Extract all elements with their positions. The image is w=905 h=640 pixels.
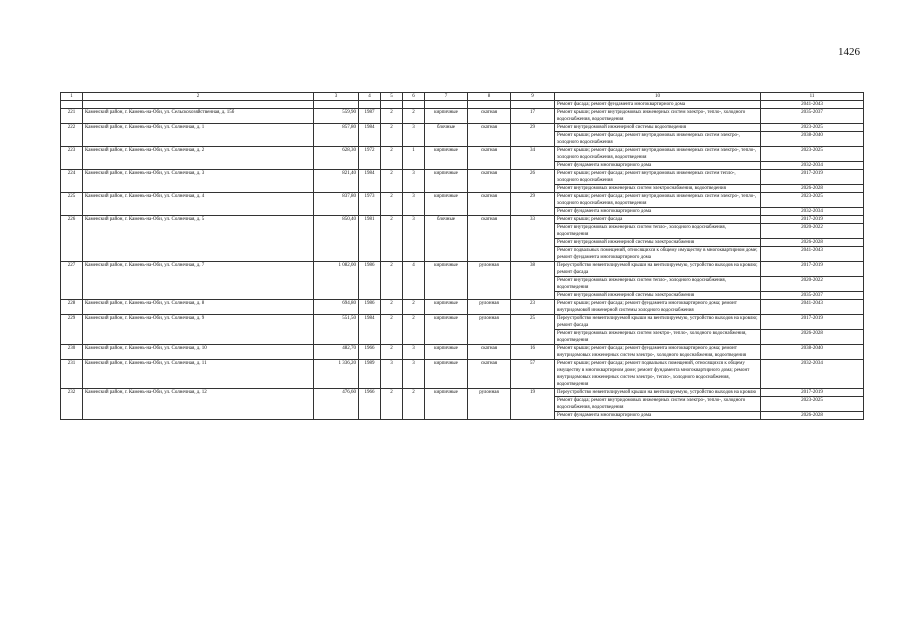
column-header: 11: [761, 93, 864, 101]
repair-period: 2020-2022: [761, 224, 864, 239]
floor-count: 2: [381, 170, 403, 193]
table-row: [61, 345, 864, 360]
repair-period: 2017-2019: [761, 262, 864, 277]
total-area: 559,90: [314, 109, 359, 124]
floor-count: 2: [381, 315, 403, 345]
entrance-count: 4: [403, 262, 425, 300]
row-number: 232: [61, 389, 83, 420]
wall-material: кирпичные: [425, 389, 468, 420]
row-number: 231: [61, 360, 83, 389]
table-row: [61, 389, 864, 397]
repair-works: Переустройство невентилируемой крыши на вентилируемую, устройство выходов на кровлю; ремонт фасада: [555, 315, 761, 330]
repair-period: 2041-2043: [761, 300, 864, 315]
floor-count: 2: [381, 345, 403, 360]
repair-works: Ремонт крыши; ремонт фасада; ремонт внутридомовых инженерных систем тепло-, холодного водоснабжения: [555, 170, 761, 185]
total-area: 476,60: [314, 389, 359, 420]
repair-period: 2023-2025: [761, 193, 864, 208]
commission-year: 1966: [359, 345, 381, 360]
total-area: 821,40: [314, 170, 359, 193]
wall-material: кирпичные: [425, 109, 468, 124]
repair-works: Ремонт внутридомовой инженерной системы водоотведения: [555, 124, 761, 132]
floor-count: 2: [381, 109, 403, 124]
table-row: [61, 216, 864, 224]
row-number: 228: [61, 300, 83, 315]
roof-type: скатная: [468, 147, 511, 170]
column-header: 10: [555, 93, 761, 101]
column-header: 4: [359, 93, 381, 101]
repair-works: Ремонт внутридомовых инженерных систем тепло-, холодного водоснабжения, водоотведения: [555, 277, 761, 292]
floor-count: 2: [381, 216, 403, 262]
floor-count: 2: [381, 300, 403, 315]
repair-works: Ремонт крыши; ремонт фасада; ремонт внутридомовых инженерных систем электро-, тепло-, холодного водоснабжения, водоотведения: [555, 193, 761, 208]
column-header: 1: [61, 93, 83, 101]
commission-year: [359, 101, 381, 109]
entrance-count: 3: [403, 216, 425, 262]
commission-year: 1966: [359, 389, 381, 420]
repair-period: 2032-2034: [761, 162, 864, 170]
house-address: [83, 101, 314, 109]
house-address: Каменский район, г. Камень-на-Оби, ул. Солнечная, д. 12: [83, 389, 314, 420]
commission-year: 1984: [359, 170, 381, 193]
floor-count: 2: [381, 262, 403, 300]
repair-works: Ремонт крыши; ремонт фасада; ремонт внутридомовых инженерных систем электро-, холодного водоснабжения: [555, 132, 761, 147]
apartment-count: 25: [511, 315, 555, 345]
entrance-count: 3: [403, 170, 425, 193]
roof-type: скатная: [468, 216, 511, 262]
roof-type: рулонная: [468, 389, 511, 420]
column-header: 2: [83, 93, 314, 101]
wall-material: кирпичные: [425, 345, 468, 360]
commission-year: 1986: [359, 300, 381, 315]
total-area: 837,80: [314, 193, 359, 216]
repair-works: Ремонт фасада; ремонт фундамента многоквартирного дома: [555, 101, 761, 109]
floor-count: 2: [381, 124, 403, 147]
repair-period: 2026-2028: [761, 412, 864, 420]
house-address: Каменский район, г. Камень-на-Оби, ул. Солнечная, д. 3: [83, 170, 314, 193]
entrance-count: 2: [403, 389, 425, 420]
apartment-count: 34: [511, 147, 555, 170]
row-number: 225: [61, 193, 83, 216]
roof-type: рулонная: [468, 262, 511, 300]
row-number: [61, 101, 83, 109]
table-row: [61, 300, 864, 315]
commission-year: 1987: [359, 109, 381, 124]
apartment-count: [511, 101, 555, 109]
commission-year: 1984: [359, 124, 381, 147]
house-address: Каменский район, г. Камень-на-Оби, ул. Солнечная, д. 11: [83, 360, 314, 389]
repair-works: Ремонт фасада; ремонт внутридомовых инженерных систем электро-, тепло-, холодного водоснабжения, водоотведения: [555, 397, 761, 412]
table-row: [61, 170, 864, 185]
row-number: 224: [61, 170, 83, 193]
table-row: [61, 147, 864, 162]
total-area: 1 082,00: [314, 262, 359, 300]
repair-period: 2023-2025: [761, 124, 864, 132]
roof-type: рулонная: [468, 300, 511, 315]
repair-works: Ремонт внутридомовых инженерных систем электроснабжения, водоотведения: [555, 185, 761, 193]
apartment-count: 57: [511, 360, 555, 389]
repair-period: 2017-2019: [761, 389, 864, 397]
row-number: 223: [61, 147, 83, 170]
repair-works: Ремонт крыши; ремонт фасада; ремонт фундамента многоквартирного дома; ремонт внутридомовых инженерных систем электро-, холодного водоснабжения, водоотведения: [555, 345, 761, 360]
entrance-count: 2: [403, 300, 425, 315]
entrance-count: 2: [403, 109, 425, 124]
house-address: Каменский район, г. Камень-на-Оби, ул. Солнечная, д. 1: [83, 124, 314, 147]
total-area: 1 336,20: [314, 360, 359, 389]
apartment-count: 17: [511, 109, 555, 124]
wall-material: кирпичные: [425, 193, 468, 216]
apartment-count: 33: [511, 216, 555, 262]
floor-count: 2: [381, 147, 403, 170]
roof-type: [468, 101, 511, 109]
entrance-count: 3: [403, 124, 425, 147]
commission-year: 1972: [359, 147, 381, 170]
apartment-count: 23: [511, 300, 555, 315]
repair-period: 2038-2040: [761, 132, 864, 147]
apartment-count: 26: [511, 170, 555, 193]
total-area: 482,70: [314, 345, 359, 360]
entrance-count: 3: [403, 345, 425, 360]
repair-works: Ремонт фундамента многоквартирного дома: [555, 208, 761, 216]
house-address: Каменский район, г. Камень-на-Оби, ул. Солнечная, д. 9: [83, 315, 314, 345]
entrance-count: 2: [403, 315, 425, 345]
table-row: [61, 360, 864, 389]
roof-type: скатная: [468, 170, 511, 193]
table-row: [61, 124, 864, 132]
repair-period: 2023-2025: [761, 397, 864, 412]
repair-period: 2017-2019: [761, 170, 864, 185]
total-area: 551,50: [314, 315, 359, 345]
repair-works: Ремонт подвальных помещений, относящихся к общему имуществу в многоквартирном доме; ремонт фундамента многоквартирного дома: [555, 247, 761, 262]
commission-year: 1989: [359, 360, 381, 389]
housing-register-table: [60, 92, 864, 420]
wall-material: [425, 101, 468, 109]
repair-works: Переустройство невентилируемой крыши на вентилируемую, устройство выходов на кровлю: [555, 389, 761, 397]
commission-year: 1973: [359, 193, 381, 216]
roof-type: скатная: [468, 124, 511, 147]
wall-material: кирпичные: [425, 170, 468, 193]
apartment-count: 19: [511, 389, 555, 420]
column-header: 7: [425, 93, 468, 101]
floor-count: 2: [381, 193, 403, 216]
repair-works: Ремонт фундамента многоквартирного дома: [555, 162, 761, 170]
repair-works: Ремонт внутридомовых инженерных систем тепло-, холодного водоснабжения, водоотведения: [555, 224, 761, 239]
total-area: 628,30: [314, 147, 359, 170]
repair-period: 2026-2028: [761, 330, 864, 345]
repair-period: 2032-2034: [761, 360, 864, 389]
repair-period: 2041-2043: [761, 247, 864, 262]
roof-type: скатная: [468, 109, 511, 124]
house-address: Каменский район, г. Камень-на-Оби, ул. Солнечная, д. 4: [83, 193, 314, 216]
repair-works: Ремонт крыши; ремонт фасада; ремонт подвальных помещений, относящихся к общему имуществу в многоквартирном доме; ремонт фундамента многоквартирного дома; ремонт внутридомовых инженерных систем электро-, тепло-, холодного водоснабжения, водоотведения: [555, 360, 761, 389]
house-address: Каменский район, г. Камень-на-Оби, ул. Солнечная, д. 7: [83, 262, 314, 300]
table-row: [61, 315, 864, 330]
column-header: 6: [403, 93, 425, 101]
row-number: 230: [61, 345, 83, 360]
repair-works: Ремонт внутридомовой инженерной системы электроснабжения: [555, 292, 761, 300]
repair-period: 2041-2043: [761, 101, 864, 109]
apartment-count: 29: [511, 124, 555, 147]
repair-period: 2026-2028: [761, 185, 864, 193]
roof-type: рулонная: [468, 315, 511, 345]
register-body: [61, 101, 864, 420]
row-number: 222: [61, 124, 83, 147]
total-area: 857,80: [314, 124, 359, 147]
table-row: [61, 109, 864, 124]
wall-material: кирпичные: [425, 147, 468, 170]
wall-material: блочные: [425, 124, 468, 147]
repair-works: Ремонт внутридомовой инженерной системы электроснабжения: [555, 239, 761, 247]
repair-works: Ремонт фундамента многоквартирного дома: [555, 412, 761, 420]
roof-type: скатная: [468, 193, 511, 216]
repair-period: 2035-2037: [761, 292, 864, 300]
repair-period: 2017-2019: [761, 216, 864, 224]
house-address: Каменский район, г. Камень-на-Оби, ул. Солнечная, д. 8: [83, 300, 314, 315]
repair-period: 2038-2040: [761, 345, 864, 360]
row-number: 227: [61, 262, 83, 300]
house-address: Каменский район, г. Камень-на-Оби, ул. Солнечная, д. 10: [83, 345, 314, 360]
commission-year: 1984: [359, 315, 381, 345]
table-row: [61, 193, 864, 208]
repair-period: 2026-2028: [761, 239, 864, 247]
house-address: Каменский район, г. Камень-на-Оби, ул. Сельскохозяйственная, д. 15б: [83, 109, 314, 124]
repair-works: Ремонт внутридомовых инженерных систем электро-, тепло-, холодного водоснабжения, водоотведения: [555, 330, 761, 345]
apartment-count: 29: [511, 193, 555, 216]
column-header: 8: [468, 93, 511, 101]
floor-count: 3: [381, 360, 403, 389]
row-number: 229: [61, 315, 83, 345]
repair-works: Ремонт крыши; ремонт внутридомовых инженерных систем электро-, тепло-, холодного водоснабжения, водоотведения: [555, 109, 761, 124]
repair-works: Ремонт крыши; ремонт фасада; ремонт фундамента многоквартирного дома; ремонт внутридомовой инженерной системы холодного водоснабжения: [555, 300, 761, 315]
page-number: 1426: [838, 46, 860, 58]
entrance-count: 1: [403, 147, 425, 170]
header-row: [61, 93, 864, 101]
column-header: 5: [381, 93, 403, 101]
repair-works: Ремонт крыши; ремонт фасада: [555, 216, 761, 224]
entrance-count: 3: [403, 193, 425, 216]
house-address: Каменский район, г. Камень-на-Оби, ул. Солнечная, д. 2: [83, 147, 314, 170]
repair-period: 2023-2025: [761, 147, 864, 162]
floor-count: 2: [381, 389, 403, 420]
entrance-count: [403, 101, 425, 109]
total-area: [314, 101, 359, 109]
roof-type: скатная: [468, 345, 511, 360]
wall-material: кирпичные: [425, 300, 468, 315]
column-header: 3: [314, 93, 359, 101]
wall-material: кирпичные: [425, 315, 468, 345]
wall-material: блочные: [425, 216, 468, 262]
repair-period: 2032-2034: [761, 208, 864, 216]
commission-year: 1981: [359, 216, 381, 262]
total-area: 694,80: [314, 300, 359, 315]
floor-count: [381, 101, 403, 109]
roof-type: скатная: [468, 360, 511, 389]
column-header: 9: [511, 93, 555, 101]
repair-period: 2020-2022: [761, 277, 864, 292]
apartment-count: 16: [511, 345, 555, 360]
table-row: [61, 101, 864, 109]
repair-works: Переустройство невентилируемой крыши на вентилируемую, устройство выходов на кровлю; ремонт фасада: [555, 262, 761, 277]
row-number: 221: [61, 109, 83, 124]
wall-material: кирпичные: [425, 262, 468, 300]
commission-year: 1986: [359, 262, 381, 300]
house-address: Каменский район, г. Камень-на-Оби, ул. Солнечная, д. 5: [83, 216, 314, 262]
repair-works: Ремонт крыши; ремонт фасада; ремонт внутридомовых инженерных систем электро-, тепло-, холодного водоснабжения, водоотведения: [555, 147, 761, 162]
repair-period: 2035-2037: [761, 109, 864, 124]
row-number: 226: [61, 216, 83, 262]
entrance-count: 3: [403, 360, 425, 389]
repair-period: 2017-2019: [761, 315, 864, 330]
wall-material: кирпичные: [425, 360, 468, 389]
table-row: [61, 262, 864, 277]
apartment-count: 38: [511, 262, 555, 300]
total-area: 850,40: [314, 216, 359, 262]
